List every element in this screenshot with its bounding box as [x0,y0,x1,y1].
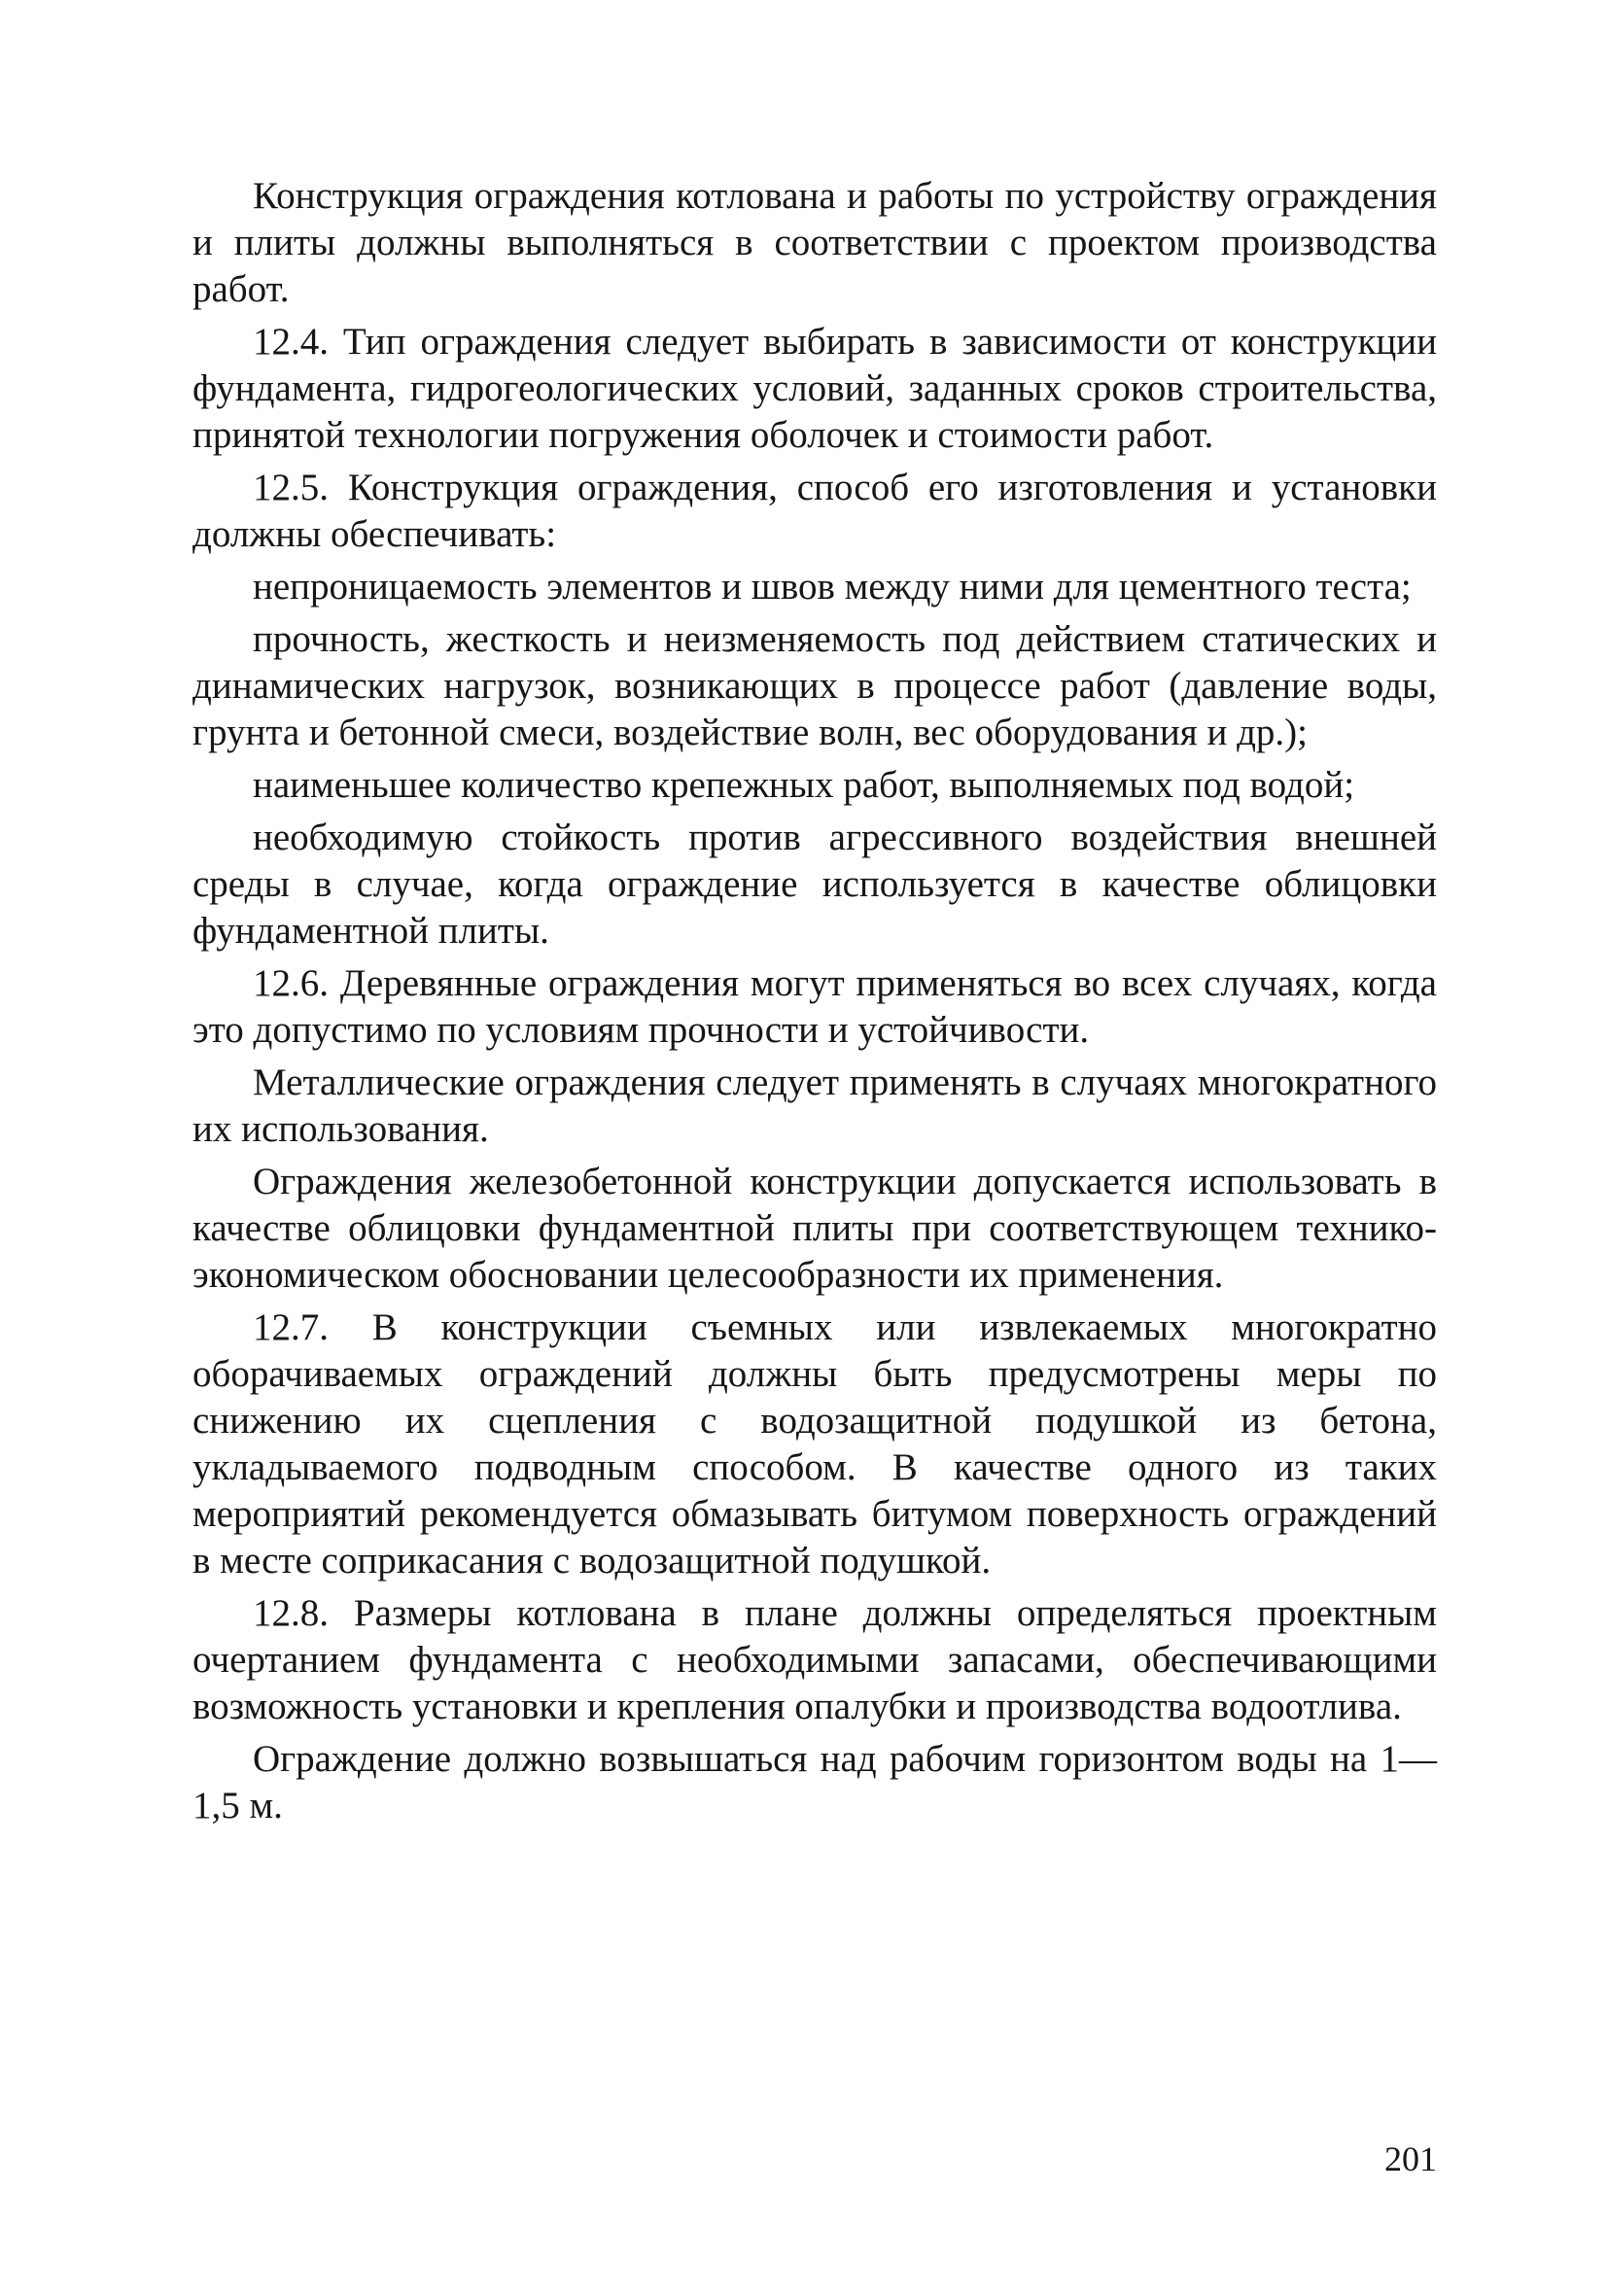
paragraph-fence-height: Ограждение должно возвышаться над рабочим горизонтом воды на 1—1,5 м. [192,1738,1437,1826]
paragraph-metal-fences: Металлические ограждения следует применять в случаях многократного их использования. [192,1061,1437,1150]
paragraph-12-7: 12.7. В конструкции съемных или извлекаемых многократно оборачиваемых ограждений должны быть предусмотрены меры по снижению их сцепления с водозащитной подушкой из бетона, укладываемого подводным способом. В качестве одного из таких мероприятий рекомендуется обмазывать битумом поверхность ограждений в месте соприкасания с водозащитной подушкой. [192,1306,1437,1582]
paragraph-intro: Конструкция ограждения котлована и работы по устройству ограждения и плиты должны выполняться в соответствии с проектом производства работ. [192,175,1437,310]
list-item-impermeability: непроницаемость элементов и швов между ними для цементного теста; [253,566,1412,608]
list-item-strength: прочность, жесткость и неизменяемость под действием статических и динамических нагрузок, возникающих в процессе работ (давление воды, грунта и бетонной смеси, воздействие волн, вес оборудования и др.); [192,618,1437,753]
paragraph-concrete-fences: Ограждения железобетонной конструкции допускается использовать в качестве облицовки фундаментной плиты при соответствующем технико-экономическом обосновании целесообразности их применения. [192,1161,1437,1296]
paragraph-12-4: 12.4. Тип ограждения следует выбирать в зависимости от конструкции фундамента, гидрогеологических условий, заданных сроков строительства, принятой технологии погружения оболочек и стоимости работ. [192,321,1437,456]
page-number: 201 [1384,2139,1437,2178]
list-item-fastening: наименьшее количество крепежных работ, выполняемых под водой; [253,764,1355,806]
paragraph-12-6: 12.6. Деревянные ограждения могут применяться во всех случаях, когда это допустимо по условиям прочности и устойчивости. [192,962,1437,1051]
list-item-resistance: необходимую стойкость против агрессивного воздействия внешней среды в случае, когда ограждение используется в качестве облицовки фундаментной плиты. [192,817,1437,952]
page-body [192,173,1437,1835]
paragraph-12-8: 12.8. Размеры котлована в плане должны определяться проектным очертанием фундамента с необходимыми запасами, обеспечивающими возможность установки и крепления опалубки и производства водоотлива. [192,1592,1437,1727]
paragraph-12-5: 12.5. Конструкция ограждения, способ его изготовления и установки должны обеспечивать: [192,467,1437,555]
